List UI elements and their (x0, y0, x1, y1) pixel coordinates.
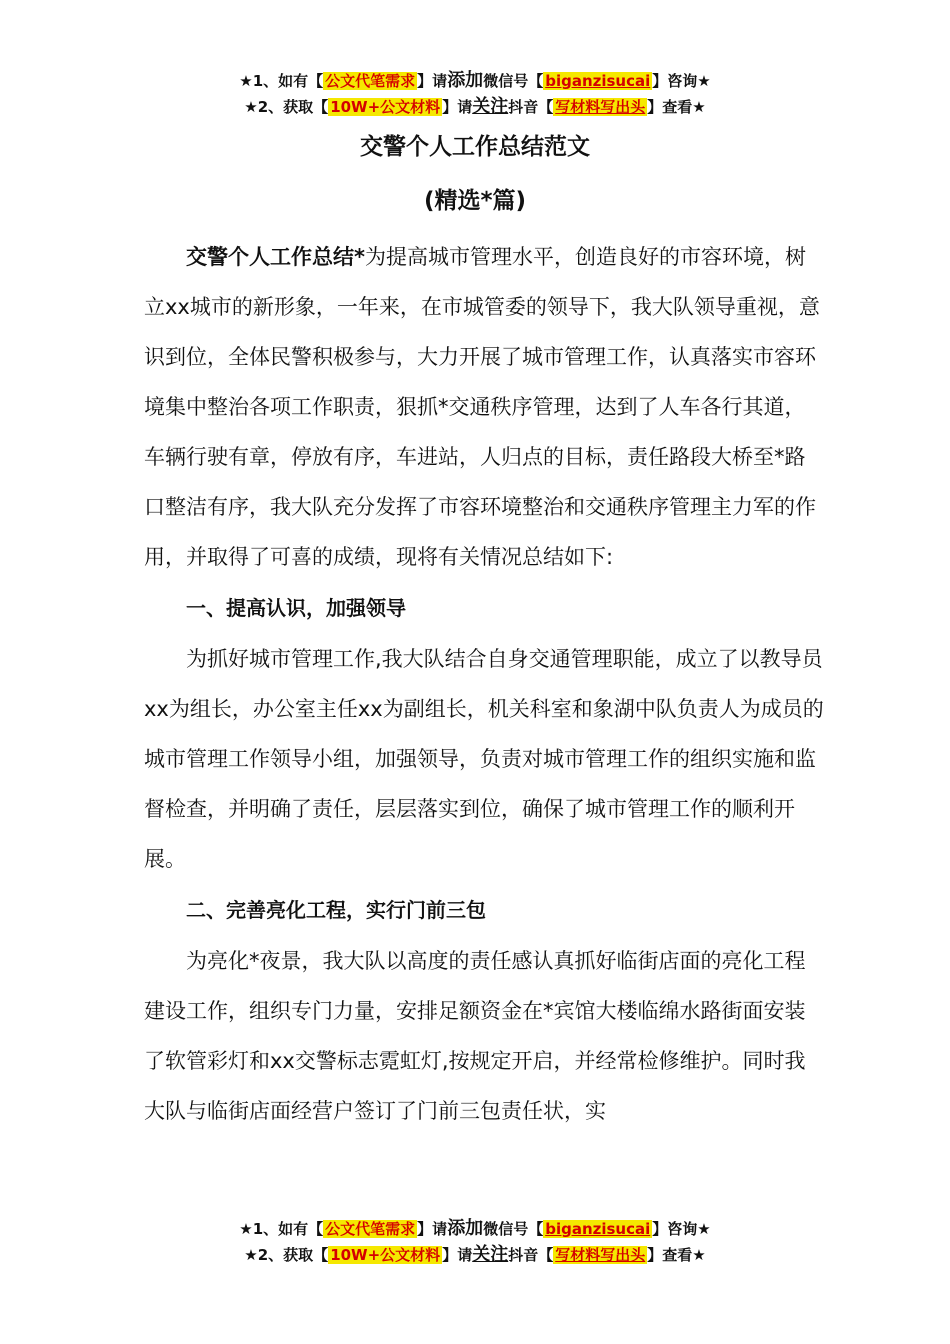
intro-lead: 交警个人工作总结* (186, 245, 365, 269)
promo-text: 抖音【 (508, 1246, 554, 1264)
section-heading-2: 二、完善亮化工程，实行门前三包 (186, 898, 486, 922)
promo-text: 抖音【 (508, 98, 554, 116)
promo-highlight: 10W+公文材料 (330, 1246, 441, 1264)
promo-text: ★2、获取【 (244, 98, 329, 116)
intro-paragraph (144, 232, 824, 582)
promo-banner-top (0, 68, 950, 120)
promo-emphasis: 添加 (447, 70, 484, 91)
promo-text: 】请 (417, 72, 448, 90)
promo-line-2 (0, 1242, 950, 1268)
wechat-id-link[interactable]: biganzisucai (545, 1220, 651, 1238)
promo-line-1 (0, 68, 950, 94)
document-title: 交警个人工作总结范文 (360, 134, 590, 160)
promo-text: 】请 (442, 98, 473, 116)
douyin-account-link[interactable]: 写材料写出头 (555, 1246, 646, 1264)
promo-text: 】请 (417, 1220, 448, 1238)
promo-text: 】咨询★ (652, 1220, 711, 1238)
douyin-account-link[interactable]: 写材料写出头 (555, 98, 646, 116)
promo-text: 】查看★ (647, 98, 706, 116)
promo-text: ★1、如有【 (239, 1220, 324, 1238)
promo-emphasis: 关注 (472, 96, 509, 117)
promo-highlight: 公文代笔需求 (325, 1220, 416, 1238)
document-body (144, 232, 824, 1136)
promo-banner-bottom (0, 1216, 950, 1268)
wechat-id-link[interactable]: biganzisucai (545, 72, 651, 90)
document-subtitle: (精选*篇) (423, 188, 527, 214)
promo-line-1 (0, 1216, 950, 1242)
promo-text: ★1、如有【 (239, 72, 324, 90)
promo-emphasis: 添加 (447, 1218, 484, 1239)
section-paragraph-1: 为抓好城市管理工作,我大队结合自身交通管理职能，成立了以教导员xx为组长，办公室主任xx为副组长，机关科室和象湖中队负责人为成员的城市管理工作领导小组，加强领导，负责对城市管理工作的组织实施和监督检查，并明确了责任，层层落实到位，确保了城市管理工作的顺利开展。 (144, 647, 824, 871)
intro-text: 为提高城市管理水平，创造良好的市容环境，树立xx城市的新形象，一年来，在市城管委的领导下，我大队领导重视，意识到位，全体民警积极参与，大力开展了城市管理工作，认真落实市容环境集中整治各项工作职责，狠抓*交通秩序管理，达到了人车各行其道，车辆行驶有章，停放有序，车进站，人归点的目标，责任路段大桥至*路口整洁有序，我大队充分发挥了市容环境整治和交通秩序管理主力军的作用，并取得了可喜的成绩，现将有关情况总结如下: (144, 245, 820, 569)
promo-text: ★2、获取【 (244, 1246, 329, 1264)
section-paragraph-2: 为亮化*夜景，我大队以高度的责任感认真抓好临街店面的亮化工程建设工作，组织专门力量，安排足额资金在*宾馆大楼临绵水路街面安装了软管彩灯和xx交警标志霓虹灯,按规定开启，并经常检修维护。同时我大队与临街店面经营户签订了门前三包责任状，实 (144, 949, 806, 1123)
promo-highlight: 10W+公文材料 (330, 98, 441, 116)
promo-text: 】请 (442, 1246, 473, 1264)
promo-text: 微信号【 (483, 72, 544, 90)
promo-highlight: 公文代笔需求 (325, 72, 416, 90)
promo-emphasis: 关注 (472, 1244, 509, 1265)
promo-text: 微信号【 (483, 1220, 544, 1238)
promo-text: 】咨询★ (652, 72, 711, 90)
promo-text: 】查看★ (647, 1246, 706, 1264)
section-heading-1: 一、提高认识，加强领导 (186, 596, 406, 620)
promo-line-2 (0, 94, 950, 120)
